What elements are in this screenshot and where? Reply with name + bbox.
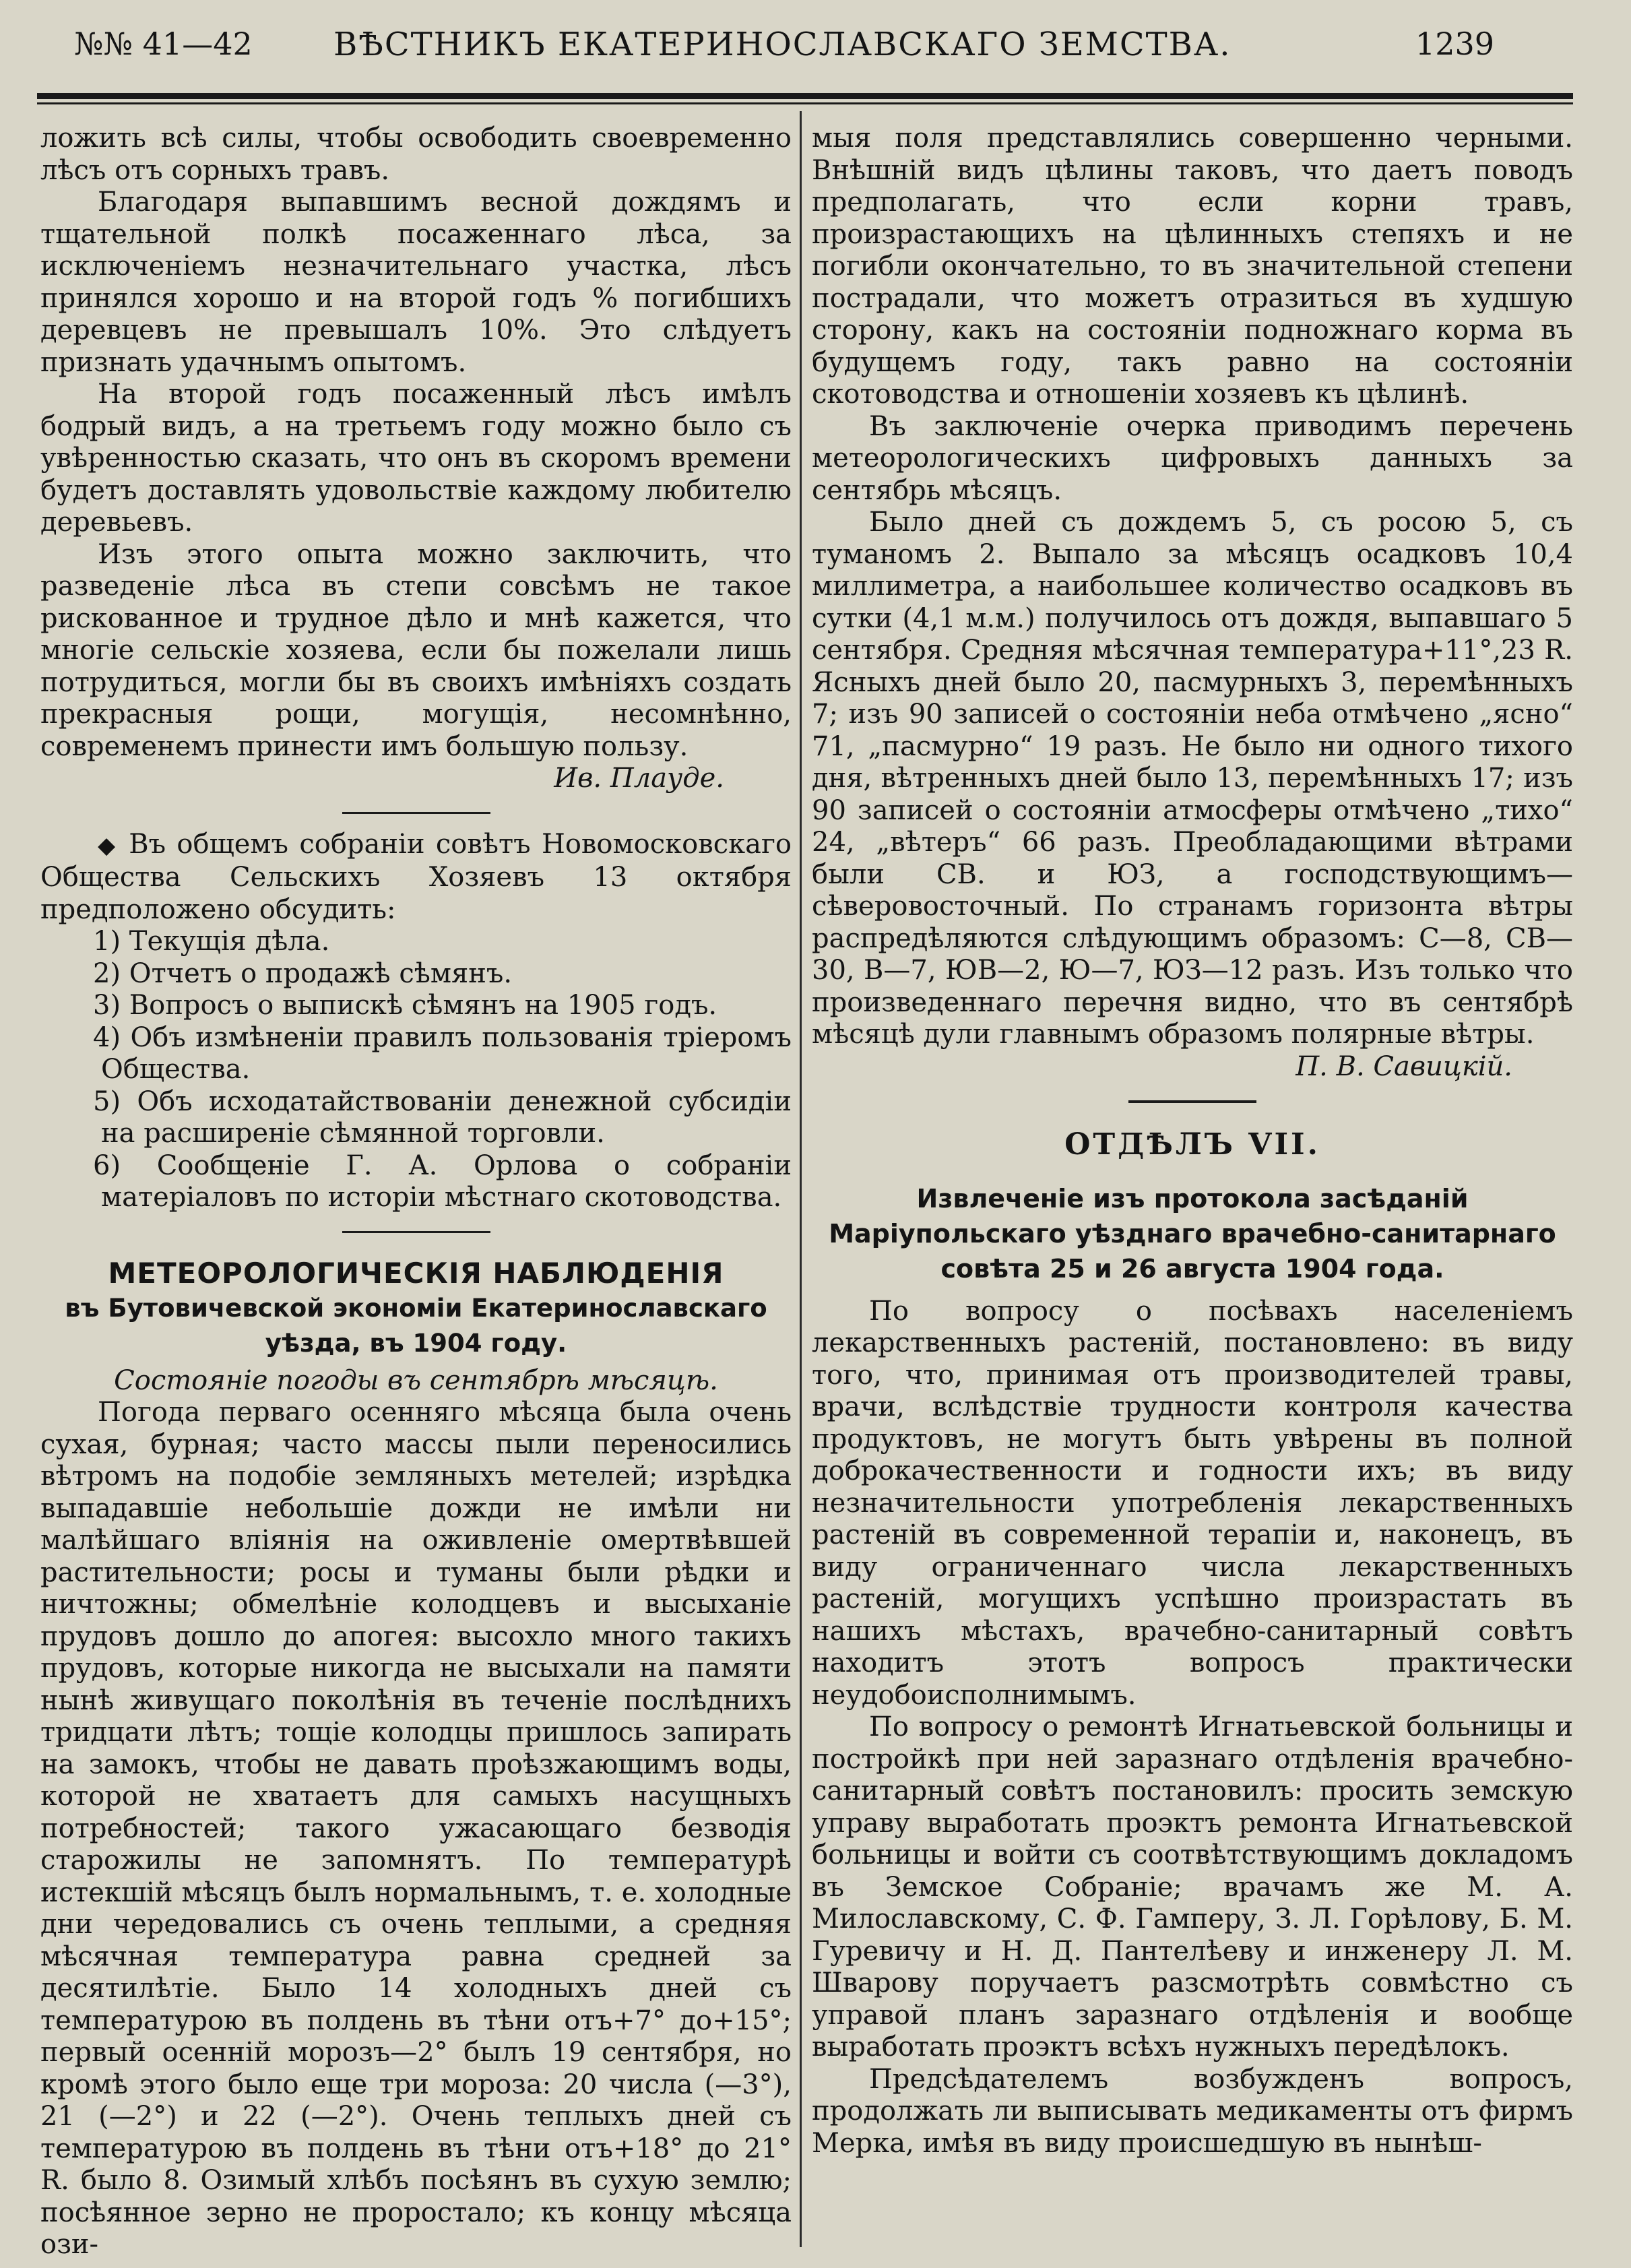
ornament-diamond-icon: ◆ bbox=[98, 831, 118, 859]
paragraph: По вопросу о посѣвахъ населеніемъ лекарственныхъ растеній, постановлено: въ виду того, что, принимая отъ производителей травы, врачи, вслѣдствіе трудности контроля качества продуктовъ, не могутъ быть увѣрены въ полной доброкачественности и годности ихъ; въ виду незначительности употребленія лекарственныхъ растеній въ современной терапіи и, наконецъ, въ виду ограниченнаго числа лекарственныхъ растеній, могущихъ успѣшно произрастать въ нашихъ мѣстахъ, врачебно-санитарный совѣтъ находитъ этотъ вопросъ практически неудобоисполнимымъ. bbox=[812, 1295, 1573, 1711]
left-column bbox=[40, 123, 792, 2261]
header-rule-thin bbox=[37, 102, 1573, 104]
author-signature: П. В. Савицкій. bbox=[1296, 1050, 1512, 1082]
section-separator bbox=[342, 812, 490, 814]
paragraph: Въ заключеніе очерка приводимъ перечень метеорологическихъ цифровыхъ данныхъ за сентябрь мѣсяцъ. bbox=[812, 410, 1573, 506]
article-title: МЕТЕОРОЛОГИЧЕСКІЯ НАБЛЮДЕНІЯ bbox=[108, 1256, 724, 1290]
article-caption: Состояніе погоды въ сентябрѣ мѣсяцѣ. bbox=[114, 1364, 718, 1396]
page-number: 1239 bbox=[1415, 26, 1494, 62]
agenda-item: 6) Сообщеніе Г. А. Орлова о собраніи матеріаловъ по исторіи мѣстнаго скотоводства. bbox=[93, 1149, 792, 1213]
paragraph: Предсѣдателемъ возбужденъ вопросъ, продолжать ли выписывать медикаменты отъ фирмъ Мерка, имѣя въ виду происшедшую въ нынѣш- bbox=[812, 2063, 1573, 2159]
notice-intro bbox=[40, 829, 792, 926]
paragraph: По вопросу о ремонтѣ Игнатьевской больницы и постройкѣ при ней заразнаго отдѣленія врачебно-санитарный совѣтъ постановилъ: просить земскую управу выработать проэктъ ремонта Игнатьевской больницы и войти съ соотвѣтствующимъ докладомъ въ Земское Собраніе; врачамъ же М. А. Милославскому, С. Ф. Гамперу, З. Л. Горѣлову, Б. М. Гуревичу и Н. Д. Пантелѣеву и инженеру Л. М. Шварову поручаетъ разсмотрѣть совмѣстно съ управой планъ заразнаго отдѣленія и вообще выработать проэктъ всѣхъ нужныхъ передѣлокъ. bbox=[812, 1711, 1573, 2062]
agenda-notice bbox=[40, 829, 792, 1214]
right-column bbox=[812, 123, 1573, 2160]
agenda-item: 2) Отчетъ о продажѣ сѣмянъ. bbox=[93, 957, 513, 989]
journal-title: ВѢСТНИКЪ ЕКАТЕРИНОСЛАВСКАГО ЗЕМСТВА. bbox=[333, 26, 1232, 63]
notice-intro-text: Въ общемъ собраніи совѣтъ Новомосковскаго Общества Сельскихъ Хозяевъ 13 октября предположено обсудить: bbox=[40, 828, 792, 925]
paragraph: Погода перваго осенняго мѣсяца была очень сухая, бурная; часто массы пыли переносились вѣтромъ на подобіе земляныхъ метелей; изрѣдка выпадавшіе небольшіе дожди не имѣли ни малѣйшаго вліянія на оживленіе омертвѣвшей растительности; росы и туманы были рѣдки и ничтожны; обмелѣніе колодцевъ и высыханіе прудовъ дошло до апогея: высохло много такихъ прудовъ, которые никогда не высыхали на памяти нынѣ живущаго поколѣнія въ теченіе послѣднихъ тридцати лѣтъ; тощіе колодцы пришлось запирать на замокъ, чтобы не давать проѣзжающимъ воды, которой не хватаетъ для самыхъ насущныхъ потребностей; такого ужасающаго безводія старожилы не запомнятъ. По температурѣ истекшій мѣсяцъ былъ нормальнымъ, т. е. холодные дни чередовались съ очень теплыми, а средняя мѣсячная температура равна средней за десятилѣтіе. Было 14 холодныхъ дней съ температурою въ полдень въ тѣни отъ+7° до+15°; первый осенній морозъ—2° былъ 19 сентября, но кромѣ этого было еще три мороза: 20 числа (—3°), 21 (—2°) и 22 (—2°). Очень теплыхъ дней съ температурою въ полдень въ тѣни отъ+18° до 21° R. было 8. Озимый хлѣбъ посѣянъ въ сухую землю; посѣянное зерно не проростало; къ концу мѣсяца ози- bbox=[40, 1397, 792, 2260]
paragraph: Изъ этого опыта можно заключить, что разведеніе лѣса въ степи совсѣмъ не такое рискованное и трудное дѣло и мнѣ кажется, что многіе сельскіе хозяева, если бы пожелали лишь потрудиться, могли бы въ своихъ имѣніяхъ создать прекрасныя рощи, могущія, несомнѣнно, современемъ принести имъ большую пользу. bbox=[40, 538, 792, 762]
article-heading: Извлеченіе изъ протокола засѣданій Маріупольскаго уѣзднаго врачебно-санитарнаго совѣта 25 и 26 августа 1904 года. bbox=[829, 1183, 1556, 1284]
paragraph: ложить всѣ силы, чтобы освободить своевременно лѣсъ отъ сорныхъ травъ. bbox=[40, 123, 792, 186]
paragraph: Благодаря выпавшимъ весной дождямъ и тщательной полкѣ посаженнаго лѣса, за исключеніемъ незначительнаго участка, лѣсъ принялся хорошо и на второй годъ % погибшихъ деревцевъ не превышалъ 10%. Это слѣдуетъ признать удачнымъ опытомъ. bbox=[40, 187, 792, 378]
agenda-item: 4) Объ измѣненіи правилъ пользованія тріеромъ Общества. bbox=[93, 1021, 792, 1085]
article-subtitle: въ Бутовичевской экономіи Екатеринославскаго уѣзда, въ 1904 году. bbox=[65, 1293, 767, 1358]
paragraph: На второй годъ посаженный лѣсъ имѣлъ бодрый видъ, а на третьемъ году можно было съ увѣренностью сказать, что онъ въ скоромъ времени будетъ доставлять удовольствіе каждому любителю деревьевъ. bbox=[40, 379, 792, 538]
section-separator bbox=[342, 1231, 490, 1233]
issue-number: №№ 41—42 bbox=[74, 26, 253, 62]
agenda-item: 3) Вопросъ о выпискѣ сѣмянъ на 1905 годъ. bbox=[93, 990, 717, 1021]
agenda-item: 1) Текущія дѣла. bbox=[93, 926, 330, 957]
section-title: ОТДѢЛЪ VII. bbox=[1064, 1127, 1320, 1162]
section-separator bbox=[1128, 1100, 1256, 1103]
author-signature: Ив. Плауде. bbox=[554, 763, 724, 794]
agenda-item: 5) Объ исходатайствованіи денежной субсидіи на расширеніе сѣмянной торговли. bbox=[93, 1085, 792, 1149]
paragraph: Было дней съ дождемъ 5, съ росою 5, съ туманомъ 2. Выпало за мѣсяцъ осадковъ 10,4 миллиметра, а наибольшее количество осадковъ въ сутки (4,1 м.м.) получилось отъ дождя, выпавшаго 5 сентября. Средняя мѣсячная температура+11°,23 R. Ясныхъ дней было 20, пасмурныхъ 3, перемѣнныхъ 7; изъ 90 записей о состояніи неба отмѣчено „ясно“ 71, „пасмурно“ 19 разъ. Не было ни одного тихого дня, вѣтренныхъ дней было 13, перемѣнныхъ 17; изъ 90 записей о состояніи атмосферы отмѣчено „тихо“ 24, „вѣтеръ“ 66 разъ. Преобладающими вѣтрами были СВ. и ЮЗ, а господствующимъ—сѣверовосточный. По странамъ горизонта вѣтры распредѣляются слѣдующимъ образомъ: С—8, СВ—30, В—7, ЮВ—2, Ю—7, ЮЗ—12 разъ. Изъ только что произведеннаго перечня видно, что въ сентябрѣ мѣсяцѣ дули главнымъ образомъ полярные вѣтры. bbox=[812, 507, 1573, 1050]
paragraph: мыя поля представлялись совершенно черными. Внѣшній видъ цѣлины таковъ, что даетъ поводъ предполагать, что если корни травъ, произрастающихъ на цѣлинныхъ степяхъ и не погибли окончательно, то въ значительной степени пострадали, что можетъ отразиться въ худшую сторону, какъ на состояніи подножнаго корма въ будущемъ году, такъ равно на состояніи скотоводства и отношеніи хозяевъ къ цѣлинѣ. bbox=[812, 123, 1573, 410]
header-rule-thick bbox=[37, 93, 1573, 99]
page-header bbox=[74, 26, 1509, 67]
column-divider bbox=[800, 111, 802, 2247]
